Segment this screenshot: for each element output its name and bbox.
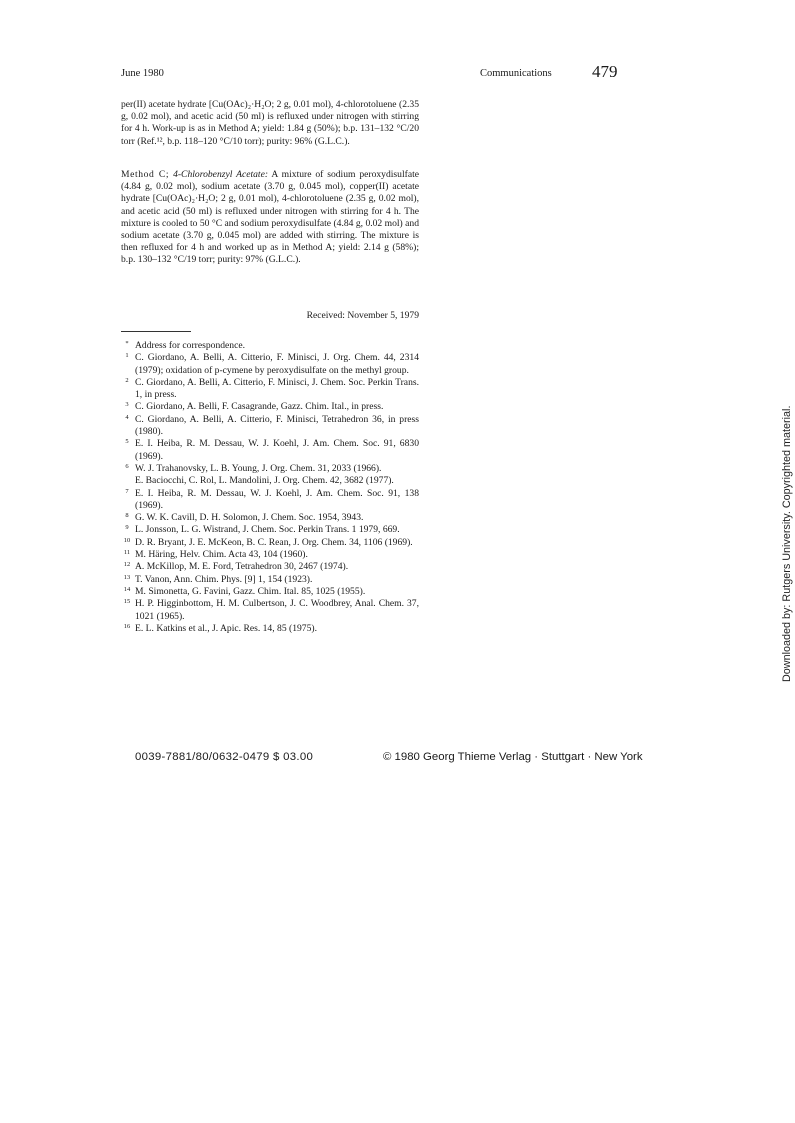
reference-number: 15 — [123, 598, 131, 606]
reference-text: E. I. Heiba, R. M. Dessau, W. J. Koehl, J. Am. Chem. Soc. 91, 138 (1969). — [135, 487, 419, 511]
reference-number: 9 — [125, 524, 129, 532]
download-watermark — [781, 405, 795, 682]
footer-issn: 0039-7881/80/0632-0479 $ 03.00 — [135, 751, 314, 763]
reference-text: G. W. K. Cavill, D. H. Solomon, J. Chem. Soc. 1954, 3943. — [135, 512, 364, 524]
reference-text: H. P. Higginbottom, H. M. Culbertson, J. C. Woodbrey, Anal. Chem. 37, 1021 (1965). — [135, 598, 419, 622]
reference-number: 4 — [125, 413, 129, 421]
reference-number: 6 — [125, 462, 129, 470]
footnote-divider — [121, 331, 191, 332]
running-header-section: Communications — [480, 68, 552, 79]
reference-text: D. R. Bryant, J. E. McKeon, B. C. Rean, J. Org. Chem. 34, 1106 (1969). — [135, 536, 413, 548]
running-header-date: June 1980 — [121, 68, 164, 79]
reference-number: 7 — [125, 487, 129, 495]
reference-item — [121, 340, 419, 352]
reference-number: 12 — [123, 561, 131, 569]
reference-text: M. Simonetta, G. Favini, Gazz. Chim. Ital. 85, 1025 (1955). — [135, 585, 366, 597]
reference-item — [121, 598, 419, 623]
reference-number: 2 — [125, 376, 129, 384]
page-number: 479 — [592, 62, 618, 81]
reference-item — [121, 377, 419, 402]
reference-item — [121, 475, 419, 487]
body-paragraph-method-b-end: per(II) acetate hydrate [Cu(OAc)₂·H₂O; 2 g, 0.01 mol), 4-chlorotoluene (2.35 g, 0.02 mol), and acetic acid (50 ml) is refluxed under nitrogen with stirring for 4 h. Work-up is as in Method A; yield: 1.84 g (50%); b.p. 131–132 °C/20 torr (Ref.¹², b.p. 118–120 °C/10 torr); purity: 96% (G.L.C.). — [121, 99, 419, 147]
reference-text: C. Giordano, A. Belli, A. Citterio, F. Minisci, Tetrahedron 36, in press (1980). — [135, 413, 419, 438]
body-paragraph-method-c — [121, 169, 419, 267]
reference-text: M. Häring, Helv. Chim. Acta 43, 104 (1960). — [135, 549, 308, 561]
reference-item — [121, 463, 419, 475]
reference-number: 11 — [123, 549, 131, 557]
reference-item — [121, 488, 419, 513]
reference-text: E. Baciocchi, C. Rol, L. Mandolini, J. Org. Chem. 42, 3682 (1977). — [135, 475, 394, 487]
reference-item — [121, 574, 419, 586]
reference-item — [121, 549, 419, 561]
reference-number: * — [125, 340, 129, 347]
reference-number: 10 — [123, 536, 131, 544]
reference-text: A. McKillop, M. E. Ford, Tetrahedron 30, 2467 (1974). — [135, 561, 349, 573]
reference-text: C. Giordano, A. Belli, A. Citterio, F. Minisci, J. Chem. Soc. Perkin Trans. 1, in press. — [135, 376, 419, 401]
reference-text: L. Jonsson, L. G. Wistrand, J. Chem. Soc. Perkin Trans. 1 1979, 669. — [135, 524, 400, 536]
reference-item — [121, 561, 419, 573]
reference-number: 13 — [123, 573, 131, 581]
reference-number: 5 — [125, 438, 129, 446]
reference-text: E. L. Katkins et al., J. Apic. Res. 14, 85 (1975). — [135, 622, 317, 634]
reference-item — [121, 438, 419, 463]
reference-text: E. I. Heiba, R. M. Dessau, W. J. Koehl, J. Am. Chem. Soc. 91, 6830 (1969). — [135, 438, 419, 462]
reference-text: T. Vanon, Ann. Chim. Phys. [9] 1, 154 (1923). — [135, 573, 313, 585]
received-date: Received: November 5, 1979 — [306, 310, 419, 321]
reference-list — [121, 340, 419, 635]
reference-number: 8 — [125, 512, 129, 520]
reference-text: Address for correspondence. — [135, 340, 246, 351]
reference-item — [121, 512, 419, 524]
footer-copyright: © 1980 Georg Thieme Verlag · Stuttgart · New York — [383, 751, 643, 763]
reference-item — [121, 414, 419, 439]
reference-item — [121, 352, 419, 377]
reference-text: C. Giordano, A. Belli, F. Casagrande, Gazz. Chim. Ital., in press. — [135, 401, 384, 413]
reference-number: 16 — [123, 622, 131, 630]
reference-number: 1 — [125, 352, 129, 360]
reference-text: W. J. Trahanovsky, L. B. Young, J. Org. Chem. 31, 2033 (1966). — [135, 462, 382, 474]
reference-number: 14 — [123, 585, 131, 593]
reference-item — [121, 537, 419, 549]
reference-item — [121, 524, 419, 536]
reference-item — [121, 586, 419, 598]
compound-title: 4-Chlorobenzyl Acetate: — [173, 169, 269, 180]
method-c-text: A mixture of sodium peroxydisulfate (4.84 g, 0.02 mol), sodium acetate (3.70 g, 0.045 mol), copper(II) acetate hydrate [Cu(OAc)₂·H₂O; 2 g, 0.01 mol), 4-chlorotoluene (2.35 g, 0.02 mol), and acetic acid (50 ml) is refluxed under nitrogen with stirring for 4 h. The mixture is cooled to 50 °C and sodium peroxydisulfate (4.84 g, 0.02 mol) and sodium acetate (3.70 g, 0.045 mol) are added with stirring. The mixture is then refluxed for 4 h and worked up as in Method A; yield: 2.14 g (58%); b.p. 130–132 °C/19 torr; purity: 97% (G.L.C.). — [121, 169, 420, 266]
reference-number: 3 — [125, 401, 129, 409]
reference-item — [121, 401, 419, 413]
reference-text: C. Giordano, A. Belli, A. Citterio, F. Minisci, J. Org. Chem. 44, 2314 (1979); oxidation of p-cymene by peroxydisulfate on the methyl group. — [135, 352, 419, 376]
reference-item — [121, 623, 419, 635]
download-watermark-text: Downloaded by: Rutgers University. Copyrighted material. — [781, 405, 793, 682]
method-label: Method C; — [121, 169, 170, 180]
